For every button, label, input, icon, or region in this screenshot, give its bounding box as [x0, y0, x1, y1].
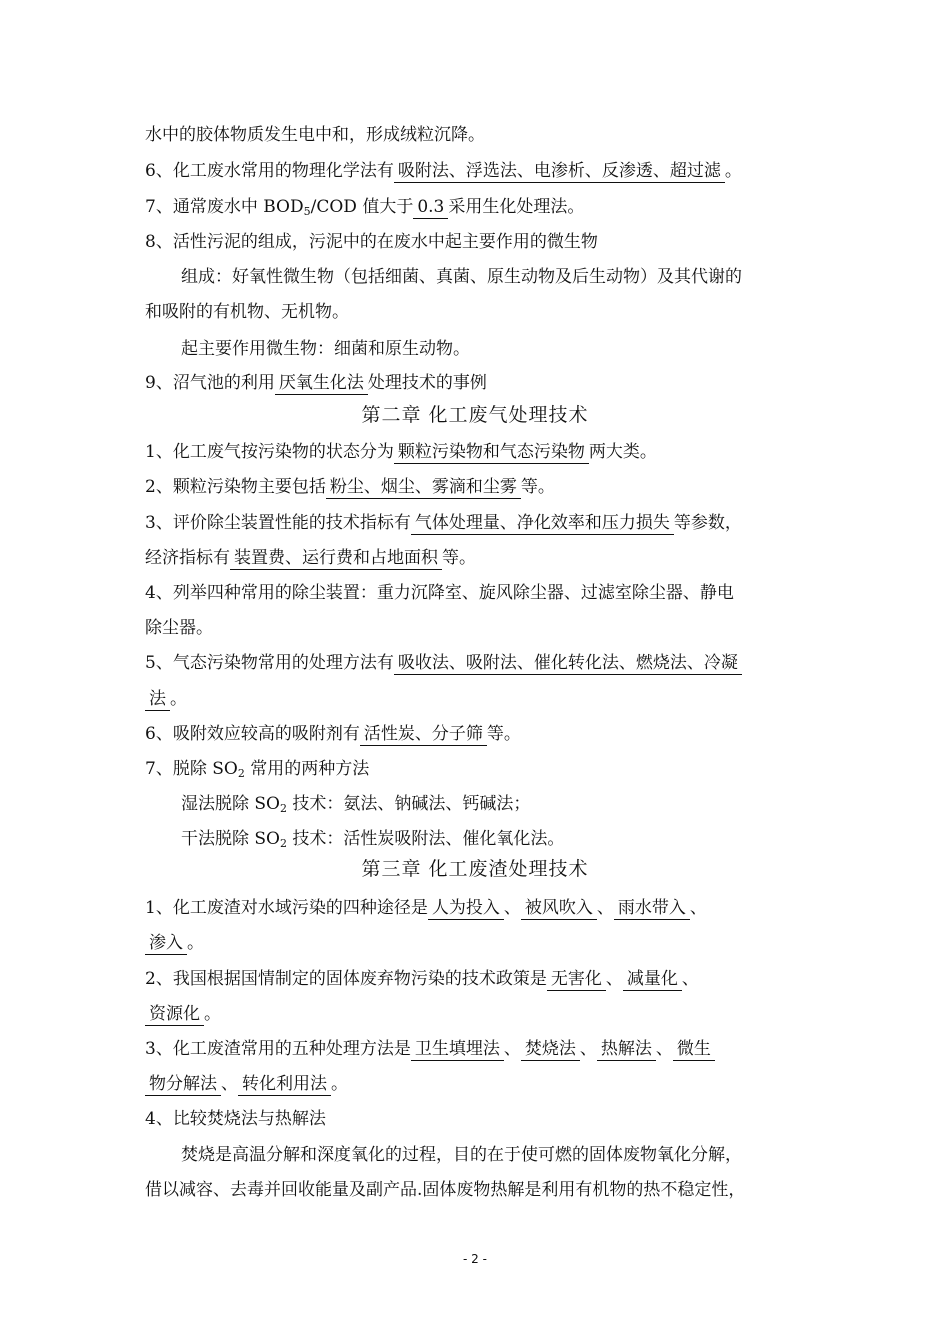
chapter-2-title: 第二章 化工废气处理技术 — [361, 404, 589, 426]
answer-line: 和吸附的有机物、无机物。 — [145, 302, 349, 322]
question-7: 7、通常废水中 $BOD_5$/COD 值大于 0.3 采用生化处理法。 — [145, 197, 585, 218]
answer-blank: 吸附法、浮选法、电渗析、反渗透、超过滤 — [394, 160, 725, 183]
ch2-question-2: 2、颗粒污染物主要包括 粉尘、烟尘、雾滴和尘雾 等。 — [145, 477, 555, 497]
page-number: - 2 - — [463, 1252, 487, 1266]
ch2-question-7: 7、脱除 $SO_2$ 常用的两种方法 — [145, 759, 370, 780]
ch2-question-4: 4、列举四种常用的除尘装置：重力沉降室、旋风除尘器、过滤室除尘器、静电 — [145, 583, 734, 603]
ch3-question-3: 3、化工废渣常用的五种处理方法是 卫生填埋法 、 焚烧法 、 热解法 、 微生 — [145, 1036, 715, 1062]
answer-blank: 微生 — [673, 1038, 715, 1061]
ch3-question-1-cont: 渗入 。 — [145, 930, 204, 956]
ch3-question-1: 1、化工废渣对水域污染的四种途径是 人为投入 、 被风吹入 、 雨水带入 、 — [145, 898, 707, 918]
answer-blank: 减量化 — [623, 968, 682, 991]
answer-blank: 热解法 — [597, 1038, 656, 1061]
question-9: 9、沼气池的利用 厌氧生化法 处理技术的事例 — [145, 373, 487, 393]
question-8: 8、活性污泥的组成，污泥中的在废水中起主要作用的微生物 — [145, 232, 598, 252]
answer-blank: 转化利用法 — [238, 1073, 331, 1096]
answer-blank: 被风吹入 — [521, 897, 597, 920]
answer-blank: 活性炭、分子筛 — [360, 723, 487, 746]
ch2-question-4-cont: 除尘器。 — [145, 618, 213, 638]
answer-line: 组成：好氧性微生物（包括细菌、真菌、原生动物及后生动物）及其代谢的 — [181, 267, 742, 287]
answer-blank: 卫生填埋法 — [411, 1038, 504, 1061]
ch3-question-2: 2、我国根据国情制定的固体废弃物污染的技术政策是 无害化 、 减量化 、 — [145, 969, 699, 989]
ch3-question-3-cont: 物分解法 、 转化利用法 。 — [145, 1071, 348, 1097]
answer-blank: 焚烧法 — [521, 1038, 580, 1061]
question-6: 6、化工废水常用的物理化学法有 吸附法、浮选法、电渗析、反渗透、超过滤 。 — [145, 161, 742, 181]
ch2-question-1: 1、化工废气按污染物的状态分为 颗粒污染物和气态污染物 两大类。 — [145, 442, 657, 462]
answer-blank: 0.3 — [413, 196, 448, 219]
answer-blank: 颗粒污染物和气态污染物 — [394, 441, 589, 464]
ch2-question-5: 5、气态污染物常用的处理方法有 吸收法、吸附法、催化转化法、燃烧法、冷凝 — [145, 650, 742, 676]
answer-blank: 雨水带入 — [614, 897, 690, 920]
ch2-question-7-wet: 湿法脱除 $SO_2$ 技术：氨法、钠碱法、钙碱法； — [181, 794, 531, 815]
answer-blank: 装置费、运行费和占地面积 — [230, 547, 442, 570]
answer-line: 起主要作用微生物：细菌和原生动物。 — [181, 339, 470, 359]
answer-blank: 渗入 — [145, 932, 187, 955]
answer-line: 焚烧是高温分解和深度氧化的过程，目的在于使可燃的固体废物氧化分解， — [181, 1145, 742, 1165]
answer-blank: 气体处理量、净化效率和压力损失 — [411, 512, 674, 535]
answer-blank: 无害化 — [547, 968, 606, 991]
answer-line: 借以减容、去毒并回收能量及副产品.固体废物热解是利用有机物的热不稳定性， — [145, 1180, 746, 1200]
answer-blank: 资源化 — [145, 1003, 204, 1026]
answer-blank: 物分解法 — [145, 1073, 221, 1096]
chapter-3-title: 第三章 化工废渣处理技术 — [361, 858, 589, 880]
ch3-question-2-cont: 资源化 。 — [145, 1001, 221, 1027]
paragraph: 水中的胶体物质发生电中和，形成绒粒沉降。 — [145, 125, 485, 145]
answer-blank: 粉尘、烟尘、雾滴和尘雾 — [326, 476, 521, 499]
answer-blank: 法 — [145, 688, 170, 711]
ch2-question-3-cont: 经济指标有 装置费、运行费和占地面积 等。 — [145, 548, 476, 568]
answer-blank: 厌氧生化法 — [275, 372, 368, 395]
answer-blank: 人为投入 — [428, 897, 504, 920]
ch2-question-5-cont: 法 。 — [145, 686, 187, 712]
answer-blank: 吸收法、吸附法、催化转化法、燃烧法、冷凝 — [394, 652, 742, 675]
ch2-question-6: 6、吸附效应较高的吸附剂有 活性炭、分子筛 等。 — [145, 724, 521, 744]
ch2-question-3: 3、评价除尘装置性能的技术指标有 气体处理量、净化效率和压力损失 等参数， — [145, 513, 742, 533]
ch3-question-4: 4、比较焚烧法与热解法 — [145, 1109, 326, 1129]
ch2-question-7-dry: 干法脱除 $SO_2$ 技术：活性炭吸附法、催化氧化法。 — [181, 829, 565, 850]
